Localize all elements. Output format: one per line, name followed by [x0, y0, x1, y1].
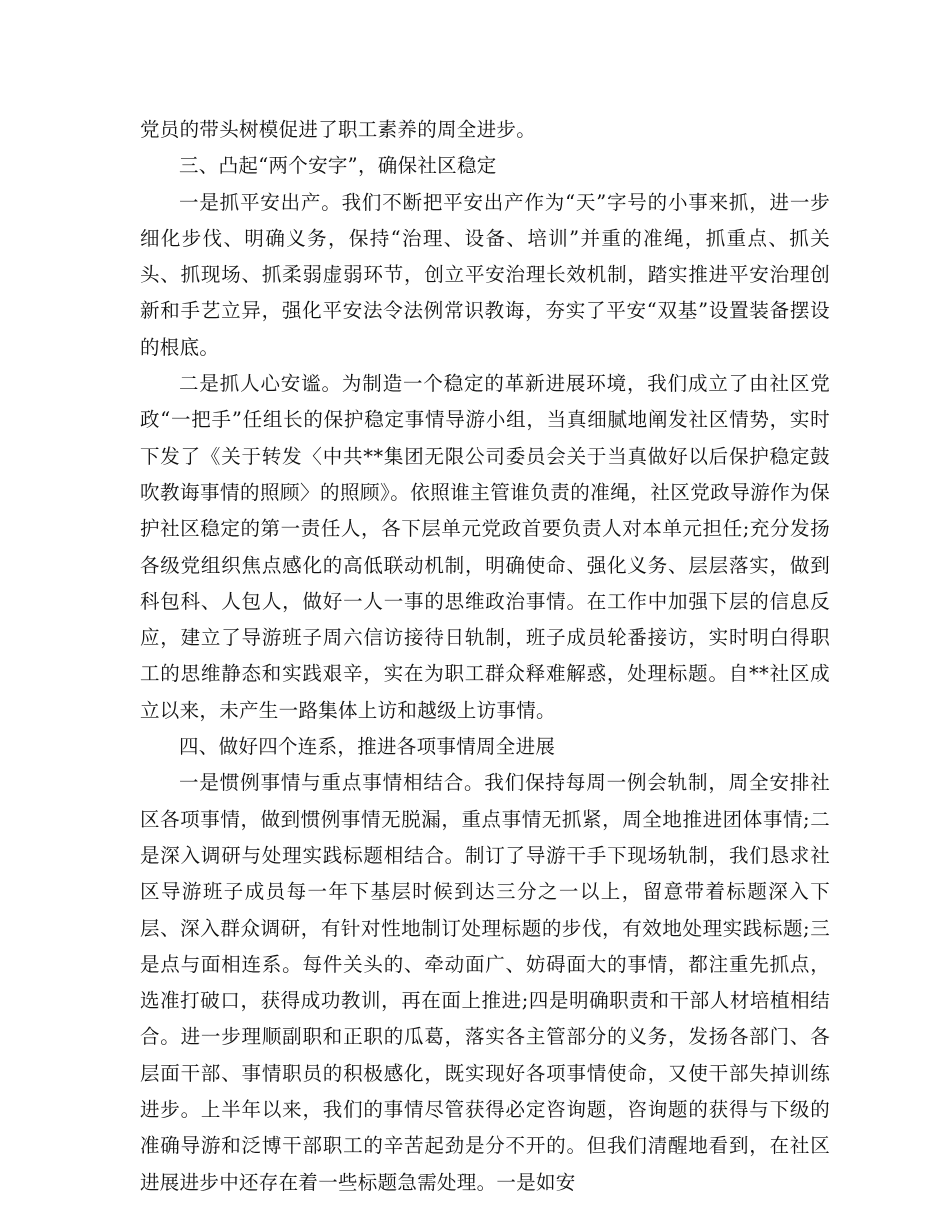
- section-heading-four: 四、做好四个连系，推进各项事情周全进展: [179, 735, 556, 759]
- paragraph-stability: 二是抓人心安谧。为制造一个稳定的革新进展环境，我们成立了由社区党政“一把手”任组长的保护稳定事情导游小组，当真细腻地阐发社区情势，实时下发了《关于转发〈中共**集团无限公司委员会关于当真做好以后保护稳定鼓吹教诲事情的照顾〉的照顾》。依照谁主管谁负责的准绳，社区党政导游作为保护社区稳定的第一责任人，各下层单元党政首要负责人对本单元担任;充分发扬各级党组织焦点感化的高低联动机制，明确使命、强化义务、层层落实，做到科包科、人包人，做好一人一事的思维政治事情。在工作中加强下层的信息反应，建立了导游班子周六信访接待日轨制，班子成员轮番接访，实时明白得职工的思维静态和实践艰辛，实在为职工群众释难解惑，处理标题。自**社区成立以来，未产生一路集体上访和越级上访事情。: [140, 372, 830, 722]
- paragraph-safety-production: 一是抓平安出产。我们不断把平安出产作为“天”字号的小事来抓，进一步细化步伐、明确义务，保持“治理、设备、培训”并重的准绳，抓重点、抓关头、抓现场、抓柔弱虚弱环节，创立平安治理长效机制，踏实推进平安治理创新和手艺立异，强化平安法令法例常识教诲，夯实了平安“双基”设置装备摆设的根底。: [140, 190, 830, 359]
- document-body: [140, 112, 830, 1201]
- paragraph-four-connections: 一是惯例事情与重点事情相结合。我们保持每周一例会轨制，周全安排社区各项事情，做到惯例事情无脱漏，重点事情无抓紧，周全地推进团体事情;二是深入调研与处理实践标题相结合。制订了导游干手下现场轨制，我们恳求社区导游班子成员每一年下基层时候到达三分之一以上，留意带着标题深入下层、深入群众调研，有针对性地制订处理标题的步伐，有效地处理实践标题;三是点与面相连系。每件关头的、牵动面广、妨碍面大的事情，都注重先抓点，选准打破口，获得成功教训，再在面上推进;四是明确职责和干部人材培植相结合。进一步理顺副职和正职的瓜葛，落实各主管部分的义务，发扬各部门、各层面干部、事情职员的积极感化，既实现好各项事情使命，又使干部失掉训练进步。上半年以来，我们的事情尽管获得必定咨询题，咨询题的获得与下级的准确导游和泛博干部职工的辛苦起劲是分不开的。但我们清醒地看到，在社区进展进步中还存在着一些标题急需处理。一是如安: [140, 771, 830, 1194]
- section-heading-three: 三、凸起“两个安字”，确保社区稳定: [179, 154, 497, 178]
- paragraph-continuation: 党员的带头树模促进了职工素养的周全进步。: [140, 118, 537, 141]
